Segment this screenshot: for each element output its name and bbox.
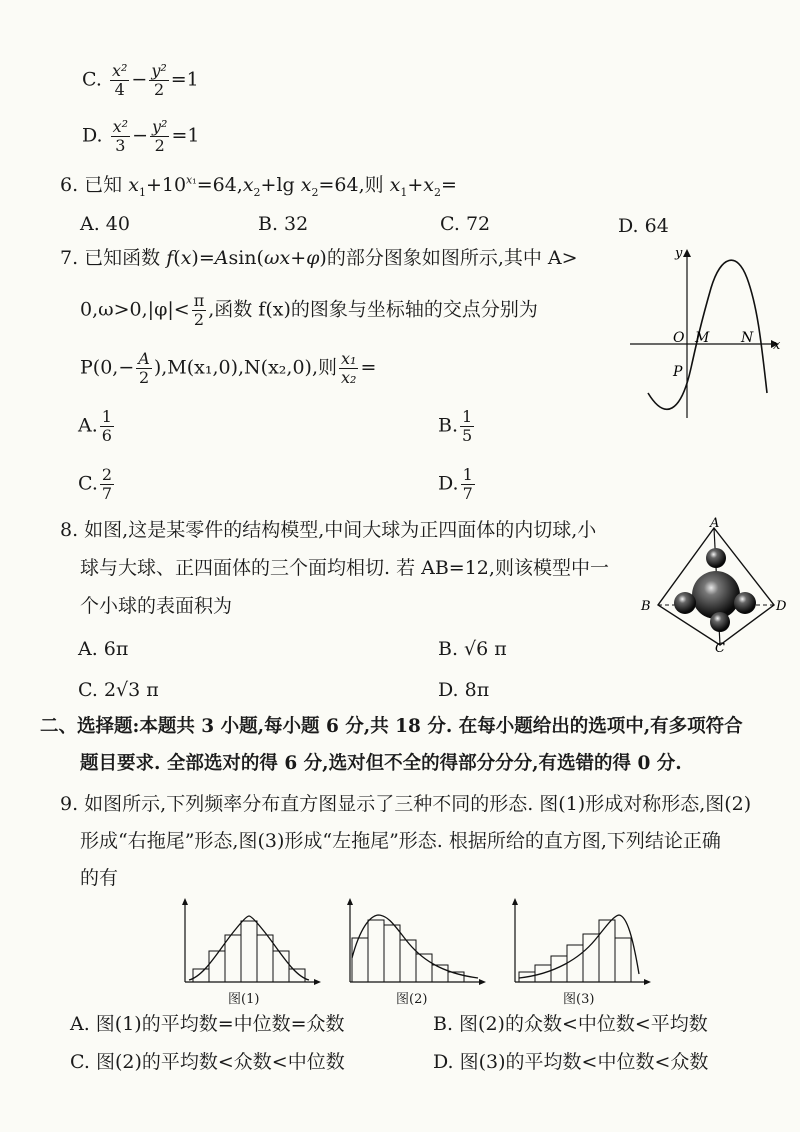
bar: [193, 969, 209, 982]
q8-option-a[interactable]: A. 6π: [78, 638, 129, 660]
vertex-b: B: [641, 599, 651, 614]
bar: [289, 969, 305, 982]
vertex-a: A: [710, 516, 720, 531]
density-curve: [519, 915, 639, 978]
bar: [615, 938, 631, 982]
axis-arrow-icon: [314, 979, 321, 985]
q5-option-d[interactable]: D. $\frac{\text{x²}}{3}$ − $\frac{\text{y²}}{2}$ =1: [82, 117, 200, 155]
q7-stem-line1: 7. 已知函数 f(x)=Asin(ωx+φ)的部分图象如图所示,其中 A>: [60, 247, 578, 269]
caption-3: 图(3): [563, 992, 595, 1007]
q7-stem-line2: 0,ω>0,|φ|< $\frac{\pi}{2}$ ,函数 f(x)的图象与坐标轴的交点分别为: [80, 291, 538, 329]
bar: [273, 951, 289, 982]
fraction: $\frac{\text{x²}}{3}$: [112, 117, 129, 155]
section-2-line2: 题目要求. 全部选对的得 6 分,选对但不全的得部分分分,有选错的得 0 分.: [80, 753, 682, 774]
label-y: y: [675, 246, 683, 261]
fraction: $\frac{\pi}{2}$: [193, 291, 205, 329]
fraction: $\frac{\text{x²}}{4}$: [111, 61, 128, 99]
bar: [352, 938, 368, 982]
q8-option-c[interactable]: C. 2√3 π: [78, 679, 159, 701]
bar: [241, 921, 257, 982]
bar: [384, 925, 400, 982]
q9-option-d[interactable]: D. 图(3)的平均数<中位数<众数: [433, 1051, 709, 1073]
sine-graph: [625, 243, 785, 423]
bar: [583, 934, 599, 982]
bar: [368, 920, 384, 982]
axis-arrow-icon: [479, 979, 486, 985]
q9-option-b[interactable]: B. 图(2)的众数<中位数<平均数: [433, 1013, 708, 1035]
q7-option-c[interactable]: C. $\frac{2}{7}$: [78, 465, 113, 503]
q7-stem-line3: P(0,− $\frac{A}{2}$ ),M(x₁,0),N(x₂,0),则 $\frac{\text{x₁}}{\text{x₂}}$ =: [80, 349, 377, 387]
histogram-2: [340, 898, 490, 988]
label-p: P: [673, 364, 683, 380]
caption-1: 图(1): [228, 992, 260, 1007]
q9-option-a[interactable]: A. 图(1)的平均数=中位数=众数: [70, 1013, 345, 1035]
bar: [209, 951, 225, 982]
bar: [257, 935, 273, 982]
axis-arrow-icon: [182, 898, 188, 905]
q9-stem-line2: 形成“右拖尾”形态,图(3)形成“左拖尾”形态. 根据所给的直方图,下列结论正确: [80, 830, 721, 852]
section-2-line1: 二、选择题:本题共 3 小题,每小题 6 分,共 18 分. 在每小题给出的选项中,有多项符合: [40, 716, 743, 737]
small-sphere-left: [674, 592, 696, 614]
small-sphere-right: [734, 592, 756, 614]
histogram-3: [505, 898, 655, 988]
fraction: $\frac{\text{x₁}}{\text{x₂}}$: [341, 349, 357, 387]
tetrahedron-model: [638, 515, 790, 655]
y-axis-arrow-icon: [683, 249, 691, 257]
q6-option-a[interactable]: A. 40: [80, 213, 130, 235]
q6-option-b[interactable]: B. 32: [258, 213, 309, 235]
fraction: $\frac{\text{y²}}{2}$: [151, 61, 167, 99]
bar: [400, 940, 416, 982]
q9-stem-line3: 的有: [80, 867, 119, 889]
q6-option-d[interactable]: D. 64: [618, 215, 669, 237]
bar: [225, 935, 241, 982]
small-sphere-top: [706, 548, 726, 568]
q8-option-b[interactable]: B. √6 π: [438, 638, 507, 660]
fraction: $\frac{A}{2}$: [138, 349, 150, 387]
q9-option-c[interactable]: C. 图(2)的平均数<众数<中位数: [70, 1051, 345, 1073]
q7-option-b[interactable]: B. $\frac{1}{5}$: [438, 407, 473, 445]
label-o: O: [673, 330, 685, 346]
q5-option-c[interactable]: C. $\frac{\text{x²}}{4}$ − $\frac{\text{y²}}{2}$ =1: [82, 61, 199, 99]
density-curve: [189, 916, 309, 980]
q6-stem: 6. 已知 $x_1+10^{x_1}=64,x_2+\lg$ $x_2=64$,则 $x_1+x_2=$: [60, 173, 457, 199]
q8-stem-line1: 8. 如图,这是某零件的结构模型,中间大球为正四面体的内切球,小: [60, 519, 597, 541]
q8-option-d[interactable]: D. 8π: [438, 679, 490, 701]
caption-2: 图(2): [396, 992, 428, 1007]
q8-stem-line2: 球与大球、正四面体的三个面均相切. 若 AB=12,则该模型中一: [80, 557, 609, 579]
axis-arrow-icon: [512, 898, 518, 905]
vertex-c: C: [715, 641, 725, 655]
q7-option-a[interactable]: A. $\frac{1}{6}$: [78, 407, 112, 445]
large-sphere: [692, 571, 740, 619]
label-m: M: [695, 330, 710, 346]
q8-stem-line3: 个小球的表面积为: [80, 595, 233, 617]
q7-option-d[interactable]: D. $\frac{1}{7}$: [438, 465, 473, 503]
axis-arrow-icon: [644, 979, 651, 985]
bar: [599, 920, 615, 982]
fraction: $\frac{\text{y²}}{2}$: [152, 117, 168, 155]
label-n: N: [741, 330, 754, 346]
label-x: x: [773, 338, 781, 353]
small-sphere-bottom: [710, 612, 730, 632]
axis-arrow-icon: [347, 898, 353, 905]
q6-option-c[interactable]: C. 72: [440, 213, 491, 235]
bar: [567, 945, 583, 982]
histogram-1: [175, 898, 325, 988]
density-curve: [352, 915, 478, 978]
q9-stem-line1: 9. 如图所示,下列频率分布直方图显示了三种不同的形态. 图(1)形成对称形态,图(2): [60, 793, 752, 815]
vertex-d: D: [776, 599, 787, 614]
